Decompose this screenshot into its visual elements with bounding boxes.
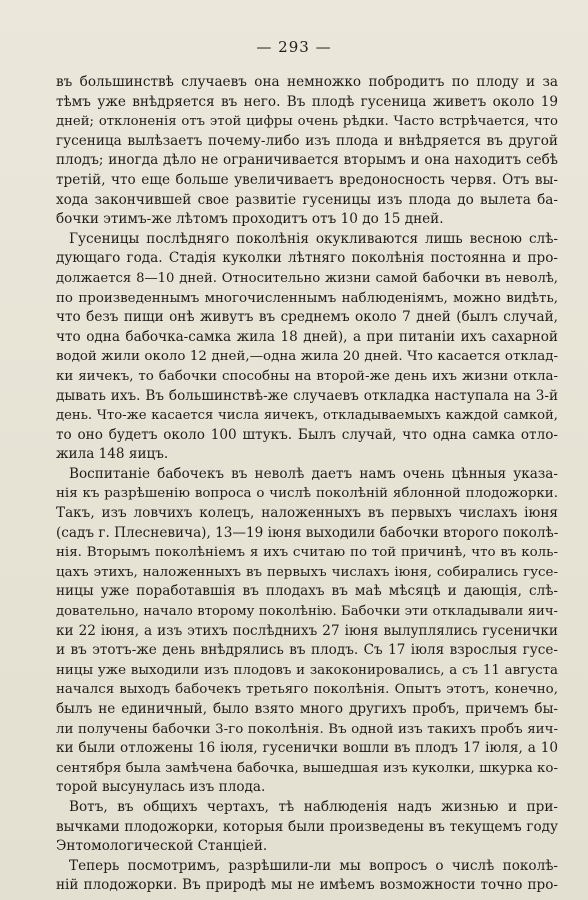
page-number: — 293 — bbox=[256, 38, 332, 56]
text-line: плодъ; иногда дѣло не ограничивается вторымъ и она находитъ себѣ bbox=[56, 152, 558, 169]
text-line: день. Что-же касается числа яичекъ, откладываемыхъ каждой самкой, bbox=[56, 408, 558, 424]
text-line: тѣмъ уже внѣдряется въ него. Въ плодѣ гусеница живетъ около 19 bbox=[56, 93, 558, 110]
text-line: торой высунулась изъ плода. bbox=[56, 779, 266, 796]
paragraph bbox=[56, 73, 558, 230]
text-line: довательно, начало второму поколѣнію. Бабочки эти откладывали яич- bbox=[56, 604, 558, 620]
body-text bbox=[56, 73, 558, 896]
text-line: ницы уже поработавшія въ плодахъ въ маѣ мѣсяцѣ и дающія, слѣ- bbox=[56, 583, 558, 600]
text-line: ки были отложены 16 іюля, гусенички вошли въ плодъ 17 іюля, а 10 bbox=[56, 740, 558, 757]
text-line: (садъ г. Плесневича), 13—19 іюня выходили бабочки второго поколѣ- bbox=[56, 524, 558, 541]
text-line: гусеница вылѣзаетъ почему-либо изъ плода и внѣдряется въ другой bbox=[56, 132, 558, 149]
text-line: ки 22 іюня, а изъ этихъ послѣднихъ 27 іюня вылуплялись гусенички bbox=[56, 622, 558, 639]
text-line: ницы уже выходили изъ плодовъ и закоконировались, а съ 11 августа bbox=[56, 662, 558, 678]
paragraph bbox=[56, 857, 558, 896]
text-line: Энтомологической Станціей. bbox=[56, 838, 268, 855]
text-line: что одна бабочка-самка жила 18 дней), а при питаніи ихъ сахарной bbox=[56, 328, 558, 345]
text-line: хода закончившей свое развитіе гусеницы изъ плода до вылета ба- bbox=[56, 191, 558, 208]
text-line: дней; отклоненія отъ этой цифры очень рѣдки. Часто встрѣчается, что bbox=[56, 114, 558, 130]
text-line: дующаго года. Стадія куколки лѣтняго поколѣнія постоянна и про- bbox=[56, 250, 558, 267]
text-line: ки яичекъ, то бабочки способны на второй-же день ихъ жизни откла- bbox=[56, 368, 558, 384]
text-line: и въ этотъ-же день внѣдрялись въ плодъ. Съ 17 іюля взрослыя гусе- bbox=[56, 642, 558, 659]
text-line: нія къ разрѣшенію вопроса о числѣ поколѣній яблонной плодожорки. bbox=[56, 486, 558, 502]
text-line: сентября была замѣчена бабочка, вышедшая изъ куколки, шкурка ко- bbox=[56, 760, 558, 776]
text-line: Гусеницы послѣдняго поколѣнія окукливаются лишь весною слѣ- bbox=[69, 230, 558, 247]
text-line: Воспитаніе бабочекъ въ неволѣ даетъ намъ очень цѣнныя указа- bbox=[69, 465, 558, 482]
text-line: нія. Вторымъ поколѣніемъ я ихъ считаю по той причинѣ, что въ коль- bbox=[56, 545, 558, 561]
text-line: былъ не единичный, было взято много другихъ пробъ, причемъ бы- bbox=[56, 701, 558, 717]
text-line: вычками плодожорки, которыя были произведены въ текущемъ году bbox=[56, 818, 558, 835]
text-line: ли получены бабочки 3-го поколѣнія. Въ одной изъ такихъ пробъ яич- bbox=[56, 721, 558, 737]
text-line: бочки этимъ-же лѣтомъ проходитъ отъ 10 до 15 дней. bbox=[56, 211, 444, 228]
text-line: по произведеннымъ многочисленнымъ наблюденіямъ, можно видѣть, bbox=[56, 290, 558, 306]
text-line: что безъ пищи онѣ живутъ въ среднемъ около 7 дней (былъ случай, bbox=[56, 309, 558, 326]
paragraph bbox=[56, 798, 558, 857]
text-line: должается 8—10 дней. Относительно жизни самой бабочки въ неволѣ, bbox=[56, 270, 558, 286]
text-line: водой жили около 12 дней,—одна жила 20 дней. Что касается отклад- bbox=[56, 349, 558, 365]
paragraph bbox=[56, 465, 558, 798]
text-line: въ большинствѣ случаевъ она немножко побродитъ по плоду и за bbox=[56, 74, 558, 90]
text-line: Вотъ, въ общихъ чертахъ, тѣ наблюденія надъ жизнью и при- bbox=[69, 798, 558, 815]
text-line: ній плодожорки. Въ природѣ мы не имѣемъ возможности точно про- bbox=[56, 877, 558, 894]
text-line: Такъ, изъ ловчихъ колецъ, наложенныхъ въ первыхъ числахъ іюня bbox=[56, 505, 558, 522]
text-line: третій, что еще больше увеличиваетъ вредоносность червя. Отъ вы- bbox=[56, 171, 558, 188]
text-line: жила 148 яицъ. bbox=[56, 446, 169, 463]
text-line: цахъ этихъ, наложенныхъ въ первыхъ числахъ іюня, собирались гусе- bbox=[56, 564, 558, 580]
text-line: дывать ихъ. Въ большинствѣ-же случаевъ откладка наступала на 3-й bbox=[56, 387, 558, 404]
text-line: то оно будетъ около 100 штукъ. Былъ случай, что одна самка отло- bbox=[56, 426, 558, 443]
paragraph bbox=[56, 230, 558, 465]
text-line: Теперь посмотримъ, разрѣшили-ли мы вопросъ о числѣ поколѣ- bbox=[69, 857, 558, 874]
text-line: начался выходъ бабочекъ третьяго поколѣнія. Опытъ этотъ, конечно, bbox=[56, 682, 558, 698]
